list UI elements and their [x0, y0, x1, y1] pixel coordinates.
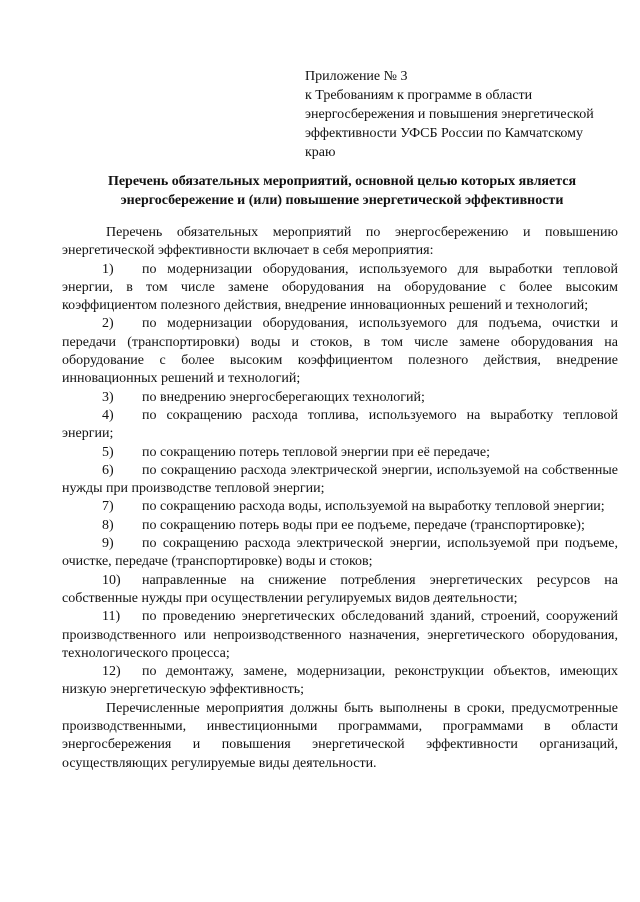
appendix-line: Приложение № 3 [305, 69, 408, 84]
item-number: 1) [102, 261, 114, 277]
item-number: 10) [102, 572, 121, 588]
item-text: по сокращению расхода топлива, используемого на выработку тепловой энергии; [62, 407, 618, 442]
list-item [62, 315, 618, 388]
item-number: 5) [102, 444, 114, 460]
appendix-line: эффективности УФСБ России по Камчатскому [305, 126, 584, 141]
list-item [62, 462, 618, 499]
list-item [62, 535, 618, 572]
item-text: по сокращению потерь воды при ее подъеме, передаче (транспортировке); [142, 517, 585, 533]
item-number: 3) [102, 389, 114, 405]
list-item [62, 572, 618, 609]
appendix-header [305, 67, 623, 162]
item-number: 2) [102, 316, 114, 332]
item-text: по демонтажу, замене, модернизации, реконструкции объектов, имеющих низкую энергетическую эффективность; [62, 664, 618, 698]
list-item [62, 407, 618, 444]
item-text: по сокращению расхода воды, используемой на выработку тепловой энергии; [142, 499, 605, 515]
intro-paragraph: Перечень обязательных мероприятий по энергосбережению и повышению энергетической эффективности включает в себя мероприятия: [62, 225, 618, 259]
document-body [62, 224, 618, 773]
list-item [62, 261, 618, 316]
title-line: Перечень обязательных мероприятий, основной целью которых является [107, 174, 577, 189]
item-text: по сокращению расхода электрической энергии, используемой при подъеме, очистке, передаче (транспортировке) воды и стоков; [62, 536, 618, 570]
item-number: 8) [102, 517, 114, 533]
list-item [62, 389, 618, 407]
item-text: по внедрению энергосберегающих технологий; [142, 389, 425, 405]
item-number: 6) [102, 462, 114, 478]
item-number: 11) [102, 609, 121, 625]
list-item [62, 444, 618, 462]
item-text: по проведению энергетических обследований зданий, строений, сооружений производственного или непроизводственного назначения, энергетического оборудования, технологического процесса; [62, 609, 618, 661]
item-number: 9) [102, 536, 114, 552]
document-title [62, 172, 622, 210]
appendix-line: энергосбережения и повышения энергетической [305, 107, 594, 122]
item-text: направленные на снижение потребления энергетических ресурсов на собственные нужды при осуществлении регулируемых видов деятельности; [62, 572, 618, 606]
title-line: энергосбережение и (или) повышение энергетической эффективности [120, 193, 564, 208]
appendix-line: к Требованиям к программе в области [305, 88, 533, 103]
list-item [62, 608, 618, 663]
item-text: по сокращению расхода электрической энергии, используемой на собственные нужды при производстве тепловой энергии; [62, 462, 618, 497]
item-number: 4) [102, 407, 114, 423]
list-item [62, 663, 618, 700]
item-text: по модернизации оборудования, используемого для подъема, очистки и передачи (транспортировки) воды и стоков, в том числе замене оборудования на оборудование с более высоким коэффициентом полезного действия, внедрение инновационных решений и технологий; [62, 316, 618, 387]
item-number: 12) [102, 664, 121, 680]
item-text: по модернизации оборудования, используемого для выработки тепловой энергии, в том числе замене оборудования на оборудование с более высоким коэффициентом полезного действия, внедрение инновационных решений и технологий; [62, 261, 618, 314]
list-item [62, 517, 618, 535]
item-number: 7) [102, 499, 114, 515]
list-item [62, 498, 618, 516]
closing-paragraph: Перечисленные мероприятия должны быть выполнены в сроки, предусмотренные производственными, инвестиционными программами, программами в области энергосбережения и повышения энергетической эффективности организаций, осуществляющих регулируемые виды деятельности. [62, 700, 618, 771]
appendix-line: краю [305, 145, 336, 160]
item-text: по сокращению потерь тепловой энергии при её передаче; [142, 444, 491, 460]
